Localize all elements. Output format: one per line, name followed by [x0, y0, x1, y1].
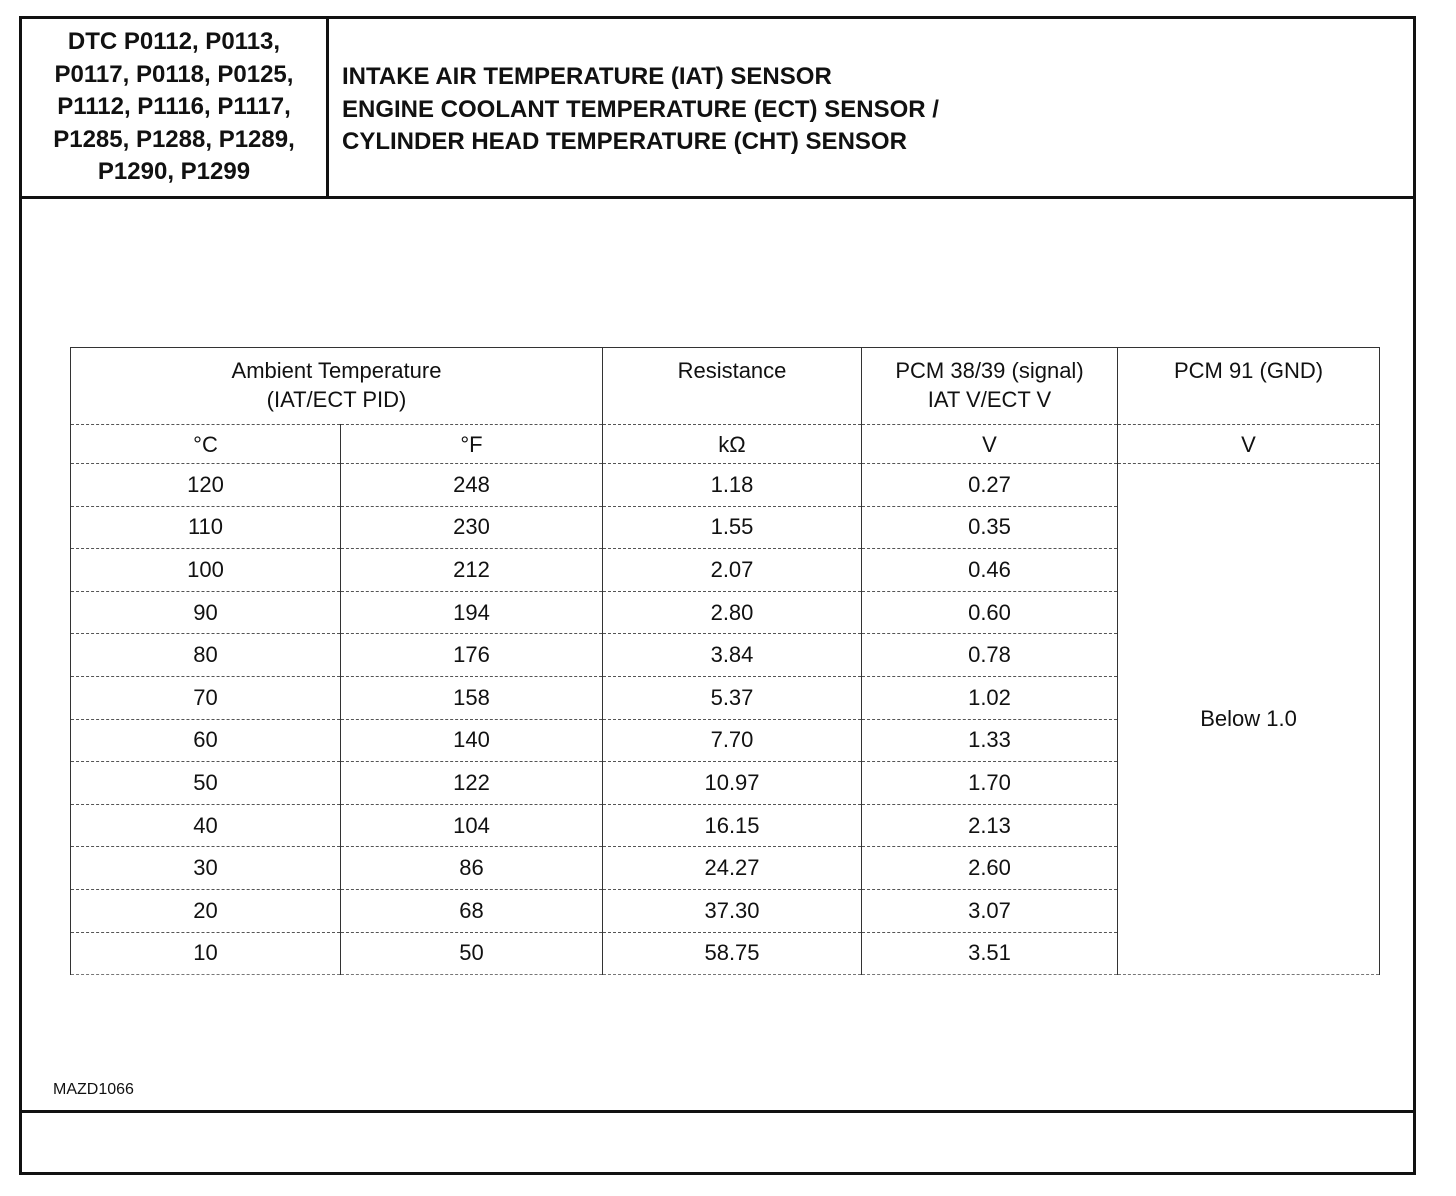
dtc-line: P1285, P1288, P1289, [53, 125, 295, 153]
cell-f: 104 [341, 804, 603, 847]
cell-sig: 3.51 [862, 932, 1118, 975]
cell-f: 194 [341, 591, 603, 634]
group-header-row [71, 348, 1380, 425]
cell-c: 10 [71, 932, 341, 975]
resistance-header: Resistance [603, 348, 862, 425]
cell-res: 1.18 [603, 464, 862, 507]
page-frame [19, 16, 1416, 1175]
cell-f: 212 [341, 549, 603, 592]
section-title [342, 61, 939, 159]
pcm-gnd-header: PCM 91 (GND) [1118, 348, 1380, 425]
cell-f: 122 [341, 762, 603, 805]
cell-c: 100 [71, 549, 341, 592]
cell-c: 120 [71, 464, 341, 507]
cell-sig: 1.70 [862, 762, 1118, 805]
sensor-spec-table [70, 347, 1380, 975]
unit-volt-gnd: V [1118, 425, 1380, 464]
title-line: CYLINDER HEAD TEMPERATURE (CHT) SENSOR [342, 128, 907, 155]
cell-res: 37.30 [603, 889, 862, 932]
cell-f: 230 [341, 506, 603, 549]
cell-sig: 0.60 [862, 591, 1118, 634]
cell-c: 60 [71, 719, 341, 762]
header [22, 19, 1413, 199]
cell-f: 50 [341, 932, 603, 975]
cell-res: 5.37 [603, 676, 862, 719]
title-line: INTAKE AIR TEMPERATURE (IAT) SENSOR [342, 63, 832, 90]
cell-res: 10.97 [603, 762, 862, 805]
cell-sig: 0.78 [862, 634, 1118, 677]
dtc-line: P1112, P1116, P1117, [57, 93, 291, 121]
cell-f: 86 [341, 847, 603, 890]
cell-f: 158 [341, 676, 603, 719]
unit-celsius: °C [71, 425, 341, 464]
cell-res: 1.55 [603, 506, 862, 549]
cell-f: 248 [341, 464, 603, 507]
cell-c: 30 [71, 847, 341, 890]
cell-c: 110 [71, 506, 341, 549]
unit-header-row [71, 425, 1380, 464]
cell-f: 176 [341, 634, 603, 677]
cell-c: 90 [71, 591, 341, 634]
footer-divider [22, 1110, 1413, 1113]
cell-res: 3.84 [603, 634, 862, 677]
cell-sig: 0.46 [862, 549, 1118, 592]
figure-reference: MAZD1066 [53, 1081, 134, 1098]
cell-f: 140 [341, 719, 603, 762]
unit-volt-signal: V [862, 425, 1118, 464]
ambient-temperature-header: Ambient Temperature (IAT/ECT PID) [71, 348, 603, 425]
cell-c: 40 [71, 804, 341, 847]
cell-c: 50 [71, 762, 341, 805]
unit-kilohm: kΩ [603, 425, 862, 464]
cell-sig: 2.60 [862, 847, 1118, 890]
cell-sig: 0.27 [862, 464, 1118, 507]
cell-c: 80 [71, 634, 341, 677]
cell-res: 2.07 [603, 549, 862, 592]
unit-fahrenheit: °F [341, 425, 603, 464]
cell-res: 7.70 [603, 719, 862, 762]
cell-sig: 1.33 [862, 719, 1118, 762]
cell-res: 16.15 [603, 804, 862, 847]
title-line: ENGINE COOLANT TEMPERATURE (ECT) SENSOR / [342, 95, 939, 123]
cell-c: 20 [71, 889, 341, 932]
cell-sig: 0.35 [862, 506, 1118, 549]
gnd-value: Below 1.0 [1118, 464, 1380, 975]
cell-sig: 1.02 [862, 676, 1118, 719]
cell-c: 70 [71, 676, 341, 719]
cell-f: 68 [341, 889, 603, 932]
cell-res: 2.80 [603, 591, 862, 634]
cell-sig: 2.13 [862, 804, 1118, 847]
table-row [71, 464, 1380, 507]
dtc-codes [22, 19, 329, 196]
cell-sig: 3.07 [862, 889, 1118, 932]
pcm-signal-header: PCM 38/39 (signal) IAT V/ECT V [862, 348, 1118, 425]
cell-res: 58.75 [603, 932, 862, 975]
cell-res: 24.27 [603, 847, 862, 890]
dtc-line: DTC P0112, P0113, [67, 28, 281, 56]
dtc-line: P1290, P1299 [97, 158, 251, 186]
dtc-line: P0117, P0118, P0125, [54, 60, 294, 88]
